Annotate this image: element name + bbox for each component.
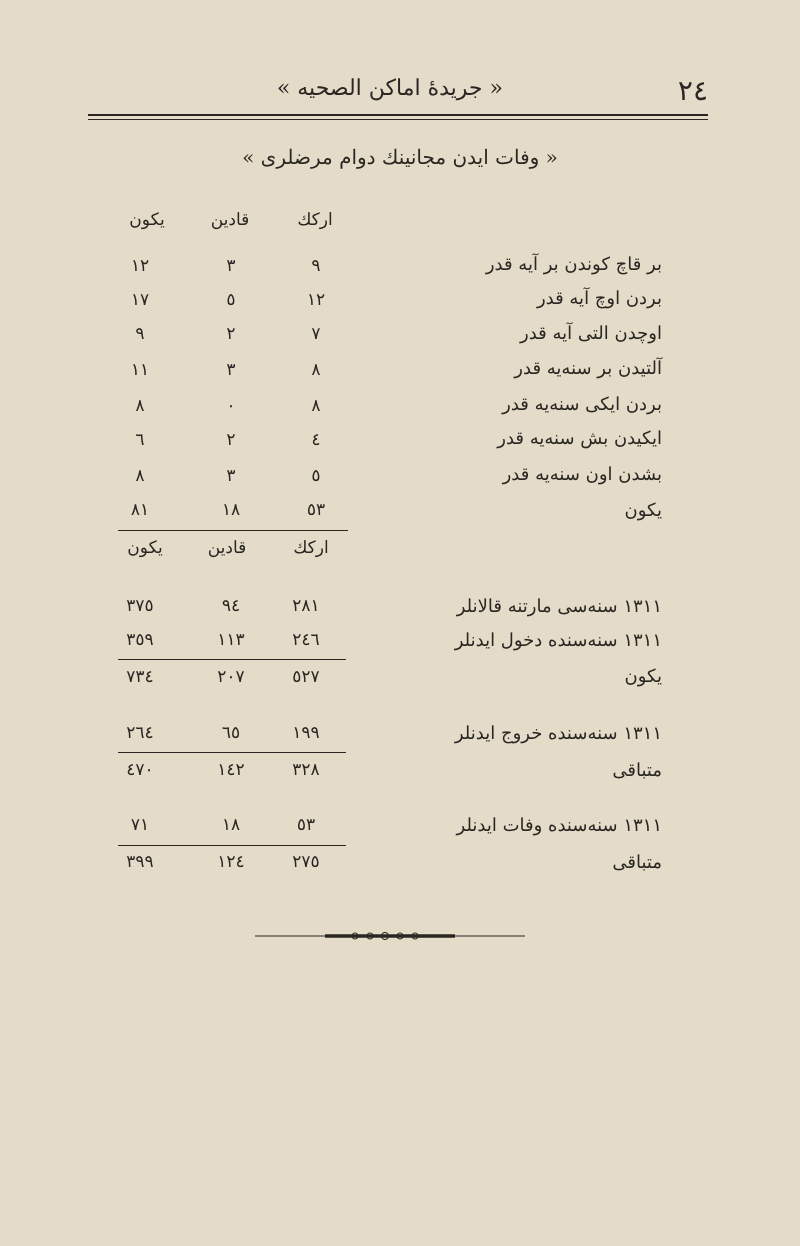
end-ornament bbox=[255, 932, 525, 940]
row-label: ١٣١١ سنه‌سنده وفات ايدنلر bbox=[456, 815, 662, 836]
cell-total: ٨ bbox=[135, 396, 145, 416]
cell-total: ٣٥٩ bbox=[126, 630, 154, 650]
cell-female: ٢ bbox=[226, 430, 236, 450]
cell-female: ٩٤ bbox=[221, 596, 241, 616]
cell-female: ٣ bbox=[226, 256, 236, 276]
cell-male: ٥٢٧ bbox=[292, 667, 320, 687]
cell-total: ٩ bbox=[135, 324, 145, 344]
row-label: متباقى bbox=[612, 760, 662, 781]
page-header bbox=[88, 70, 708, 120]
cell-male: ٥٣ bbox=[296, 815, 316, 835]
row-label: ايكيدن بش سنه‌يه قدر bbox=[497, 428, 662, 449]
cell-total: ٨ bbox=[135, 466, 145, 486]
row-label: متباقى bbox=[612, 852, 662, 873]
cell-male: ١٢ bbox=[306, 290, 326, 310]
cell-female: ٢٠٧ bbox=[217, 667, 245, 687]
cell-male: ٩ bbox=[311, 256, 321, 276]
cell-total: ٨١ bbox=[130, 500, 150, 520]
table-rule bbox=[118, 752, 346, 753]
cell-total: ١٢ bbox=[130, 256, 150, 276]
cell-male: ٢٤٦ bbox=[292, 630, 320, 650]
cell-female: ١١٣ bbox=[217, 630, 245, 650]
cell-female: ١٢٤ bbox=[217, 852, 245, 872]
cell-total: ٢٦٤ bbox=[126, 723, 154, 743]
col-header-male: اركك bbox=[297, 210, 333, 230]
cell-male: ٣٢٨ bbox=[292, 760, 320, 780]
cell-female: ١٨ bbox=[221, 500, 241, 520]
cell-female: ٠ bbox=[226, 396, 236, 416]
cell-male: ١٩٩ bbox=[292, 723, 320, 743]
row-label: يكون bbox=[624, 666, 662, 687]
cell-female: ٢ bbox=[226, 324, 236, 344]
cell-male: ٤ bbox=[311, 430, 321, 450]
cell-female: ٣ bbox=[226, 360, 236, 380]
cell-male: ٥٣ bbox=[306, 500, 326, 520]
cell-male: ٨ bbox=[311, 396, 321, 416]
cell-female: ١٨ bbox=[221, 815, 241, 835]
cell-male: ٢٨١ bbox=[292, 596, 320, 616]
cell-female: ٥ bbox=[226, 290, 236, 310]
cell-male: ٧ bbox=[311, 324, 321, 344]
row-label: آلتيدن بر سنه‌يه قدر bbox=[514, 358, 662, 379]
cell-male: ٢٧٥ bbox=[292, 852, 320, 872]
col-header-female: قادين bbox=[207, 538, 247, 558]
header-rule-bottom bbox=[88, 119, 708, 120]
table-rule bbox=[118, 659, 346, 660]
row-label: بر قاچ كوندن بر آيه قدر bbox=[485, 254, 662, 275]
row-label: بردن ايكى سنه‌يه قدر bbox=[502, 394, 662, 415]
row-label: يكون bbox=[624, 500, 662, 521]
cell-total: ٦ bbox=[135, 430, 145, 450]
row-label: بشدن اون سنه‌يه قدر bbox=[502, 464, 662, 485]
cell-female: ١٤٢ bbox=[217, 760, 245, 780]
cell-total: ١٧ bbox=[130, 290, 150, 310]
col-header-total: يكون bbox=[129, 210, 165, 230]
cell-total: ٧٣٤ bbox=[126, 667, 154, 687]
row-label: اوچدن التى آيه قدر bbox=[520, 323, 662, 344]
cell-male: ٨ bbox=[311, 360, 321, 380]
col-header-total: يكون bbox=[127, 538, 163, 558]
cell-female: ٣ bbox=[226, 466, 236, 486]
header-rule-top bbox=[88, 114, 708, 116]
cell-total: ١١ bbox=[130, 360, 150, 380]
row-label: ١٣١١ سنه‌سى مارتنه قالانلر bbox=[456, 596, 662, 617]
cell-male: ٥ bbox=[311, 466, 321, 486]
page-number: ٢٤ bbox=[677, 74, 708, 107]
row-label: ١٣١١ سنه‌سنده دخول ايدنلر bbox=[454, 630, 662, 651]
col-header-male: اركك bbox=[293, 538, 329, 558]
section-title: « وفات ايدن مجانينك دوام مرضلرى » bbox=[242, 145, 558, 169]
cell-female: ٦٥ bbox=[221, 723, 241, 743]
row-label: ١٣١١ سنه‌سنده خروج ايدنلر bbox=[454, 723, 662, 744]
cell-total: ٤٧٠ bbox=[126, 760, 154, 780]
col-header-female: قادين bbox=[210, 210, 250, 230]
cell-total: ٣٩٩ bbox=[126, 852, 154, 872]
table-rule bbox=[118, 530, 348, 531]
row-label: بردن اوچ آيه قدر bbox=[536, 288, 662, 309]
cell-total: ٧١ bbox=[130, 815, 150, 835]
table-rule bbox=[118, 845, 346, 846]
cell-total: ٣٧٥ bbox=[126, 596, 154, 616]
running-title: « جريدهٔ اماكن الصحيه » bbox=[276, 76, 503, 101]
